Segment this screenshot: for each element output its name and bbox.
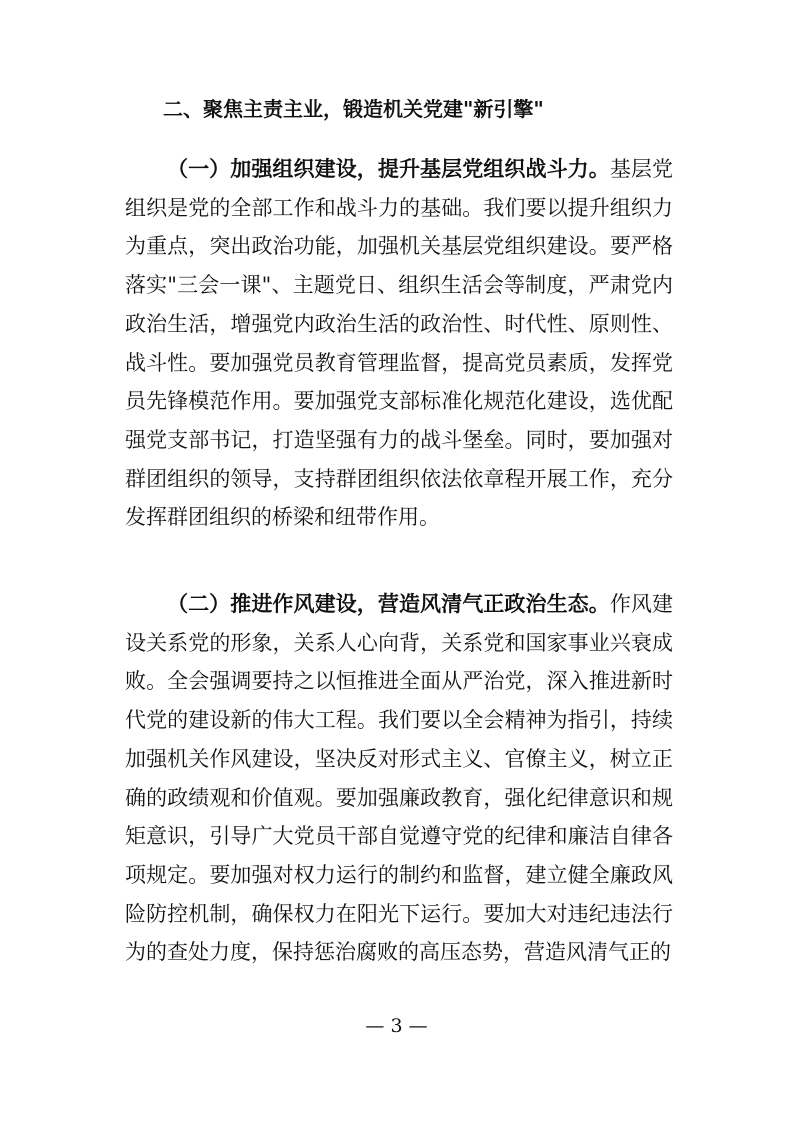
paragraph-lead: （一）加强组织建设，提升基层党组织战斗力。 (167, 156, 610, 181)
page-number: — 3 — (365, 1015, 428, 1037)
paragraph-lead: （二）推进作风建设，营造风清气正政治生态。 (167, 591, 610, 616)
paragraph-style (125, 585, 673, 972)
paragraph-organization (125, 150, 673, 537)
paragraph-body: 基层党组织是党的全部工作和战斗力的基础。我们要以提升组织力为重点，突出政治功能，加强机关基层党组织建设。要严格落实"三会一课"、主题党日、组织生活会等制度，严肃党内政治生活，增强党内政治生活的政治性、时代性、原则性、战斗性。要加强党员教育管理监督，提高党员素质，发挥党员先锋模范作用。要加强党支部标准化规范化建设，选优配强党支部书记，打造坚强有力的战斗堡垒。同时，要加强对群团组织的领导，支持群团组织依法依章程开展工作，充分发挥群团组织的桥梁和纽带作用。 (125, 157, 674, 530)
paragraph-body: 作风建设关系党的形象，关系人心向背，关系党和国家事业兴衰成败。全会强调要持之以恒推进全面从严治党，深入推进新时代党的建设新的伟大工程。我们要以全会精神为指引，持续加强机关作风建设，坚决反对形式主义、官僚主义，树立正确的政绩观和价值观。要加强廉政教育，强化纪律意识和规矩意识，引导广大党员干部自觉遵守党的纪律和廉洁自律各项规定。要加强对权力运行的制约和监督，建立健全廉政风险防控机制，确保权力在阳光下运行。要加大对违纪违法行为的查处力度，保持惩治腐败的高压态势，营造风清气正的 (125, 592, 674, 965)
section-heading: 二、聚焦主责主业，锻造机关党建"新引擎" (163, 97, 544, 121)
